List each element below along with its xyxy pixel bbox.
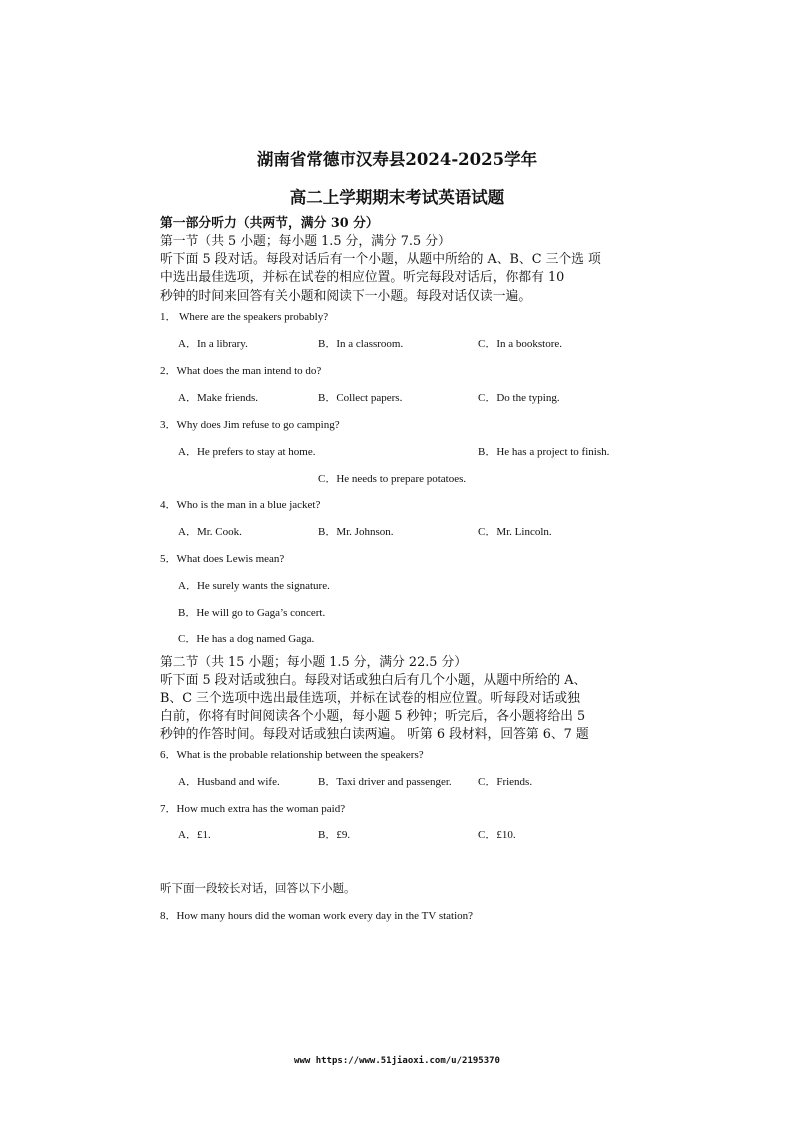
question-stem: 6．What is the probable relationship between the speakers?	[160, 749, 424, 761]
option-b: B．Taxi driver and passenger.	[318, 776, 452, 788]
option-a: A．He surely wants the signature.	[178, 580, 330, 592]
question-stem: 5．What does Lewis mean?	[160, 553, 285, 565]
option-b: B．£9.	[318, 829, 351, 841]
part1-heading: 第一部分听力（共两节，满分 30 分）	[160, 216, 379, 231]
section2-instruction-line: 白前，你将有时间阅读各个小题，每小题 5 秒钟；听完后，各小题将给出 5	[160, 709, 586, 724]
question-stem: 2．What does the man intend to do?	[160, 365, 322, 377]
option-c: C．Mr. Lincoln.	[478, 526, 552, 538]
question-stem: 8．How many hours did the woman work every day in the TV station?	[160, 910, 474, 922]
question-stem: 1． Where are the speakers probably?	[160, 311, 329, 323]
section1-heading: 第一节（共 5 小题；每小题 1.5 分，满分 7.5 分）	[160, 234, 451, 249]
option-a: A．Husband and wife.	[178, 776, 280, 788]
option-c: C．Do the typing.	[478, 392, 560, 404]
option-c: C．He needs to prepare potatoes.	[318, 473, 467, 485]
option-a: A．Mr. Cook.	[178, 526, 242, 538]
section1-instruction-line: 听下面 5 段对话。每段对话后有一个小题，从题中所给的 A、B、C 三个选 项	[160, 252, 601, 267]
question-stem: 4．Who is the man in a blue jacket?	[160, 499, 321, 511]
option-b: B．Collect papers.	[318, 392, 403, 404]
section2-instruction-line: 听下面 5 段对话或独白。每段对话或独白后有几个小题，从题中所给的 A、	[160, 673, 587, 688]
option-c: C．Friends.	[478, 776, 533, 788]
page-title-line2: 高二上学期期末考试英语试题	[289, 188, 505, 207]
question-stem: 7．How much extra has the woman paid?	[160, 803, 346, 815]
section1-instruction-line: 秒钟的时间来回答有关小题和阅读下一小题。每段对话仅读一遍。	[160, 289, 532, 304]
section2-instruction-line: B、C 三个选项中选出最佳选项，并标在试卷的相应位置。听每段对话或独	[160, 691, 580, 706]
option-c: C．£10.	[478, 829, 516, 841]
option-c: C．In a bookstore.	[478, 338, 563, 350]
question-stem: 3．Why does Jim refuse to go camping?	[160, 419, 340, 431]
section2-instruction-line: 秒钟的作答时间。每段对话或独白读两遍。 听第 6 段材料，回答第 6、7 题	[160, 727, 589, 742]
option-a: A．He prefers to stay at home.	[178, 446, 316, 458]
option-b: B．He will go to Gaga’s concert.	[178, 607, 326, 619]
section2-heading: 第二节（共 15 小题；每小题 1.5 分，满分 22.5 分）	[160, 655, 468, 670]
footer-watermark-url[interactable]: www https://www.51jiaoxi.com/u/2195370	[294, 1056, 500, 1066]
section1-instruction-line: 中选出最佳选项，并标在试卷的相应位置。听完每段对话后，你都有 10	[160, 270, 565, 285]
long-dialogue-note: 听下面一段较长对话，回答以下小题。	[160, 881, 356, 895]
option-a: A．£1.	[178, 829, 211, 841]
option-a: A．Make friends.	[178, 392, 259, 404]
option-b: B．In a classroom.	[318, 338, 404, 350]
option-c: C．He has a dog named Gaga.	[178, 633, 315, 645]
option-a: A．In a library.	[178, 338, 248, 350]
option-b: B．Mr. Johnson.	[318, 526, 394, 538]
page-title-line1: 湖南省常德市汉寿县2024-2025学年	[256, 150, 538, 169]
option-b: B．He has a project to finish.	[478, 446, 610, 458]
